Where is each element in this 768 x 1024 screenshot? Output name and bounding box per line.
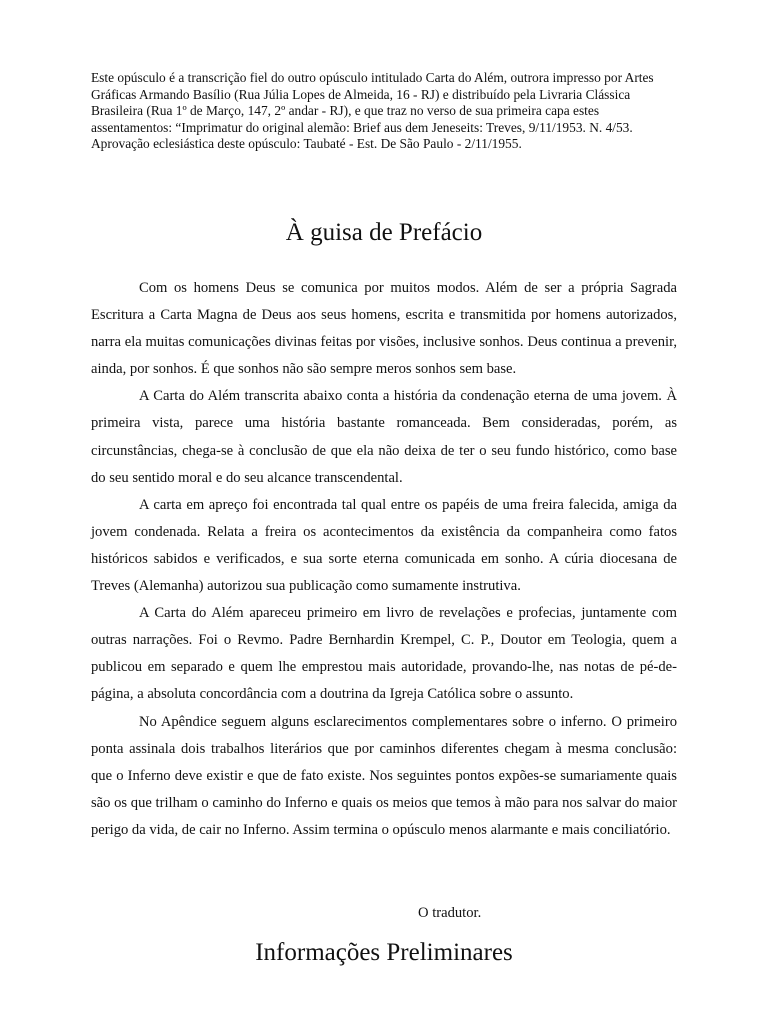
preface-paragraph-2: A Carta do Além transcrita abaixo conta a história da condenação eterna de uma jovem. À primeira vista, parece uma história bastante romanceada. Bem consideradas, porém, as circunstâncias, chega-se à conclusão de que ela não deixa de ter o seu fundo histórico, como base do seu sentido moral e do seu alcance transcendental.: [91, 388, 677, 486]
preface-paragraph-3: A carta em apreço foi encontrada tal qual entre os papéis de uma freira falecida, amiga da jovem condenada. Relata a freira os acontecimentos da existência da companheira como fatos históricos sabidos e verificados, e sua sorte eterna comunicada em sonho. A cúria diocesana de Treves (Alemanha) autorizou sua publicação como sumamente instrutiva.: [91, 496, 677, 595]
preface-body: [91, 275, 677, 844]
translator-signature: O tradutor.: [418, 905, 482, 921]
transcription-note: Este opúsculo é a transcrição fiel do outro opúsculo intitulado Carta do Além, outrora impresso por Artes Gráficas Armando Basílio (Rua Júlia Lopes de Almeida, 16 - RJ) e distribuído pela Livraria Clássica Brasileira (Rua 1º de Março, 147, 2º andar - RJ), e que traz no verso de sua primeira capa estes assentamentos: “Imprimatur do original alemão: Brief aus dem Jeneseits: Treves, 9/11/1953. N. 4/53. Aprovação eclesiástica deste opúsculo: Taubaté - Est. De São Paulo - 2/11/1955.: [91, 70, 654, 152]
preface-title: À guisa de Prefácio: [285, 219, 483, 246]
preface-paragraph-5: No Apêndice seguem alguns esclarecimentos complementares sobre o inferno. O primeiro ponta assinala dois trabalhos literários que por caminhos diferentes chegam à mesma conclusão: que o Inferno deve existir e que de fato existe. Nos seguintes pontos expões-se sumariamente quais são os que trilham o caminho do Inferno e quais os meios que temos à mão para nos salvar do maior perigo da vida, de cair no Inferno. Assim termina o opúsculo menos alarmante e mais conciliatório.: [91, 713, 677, 838]
document-page: [91, 70, 677, 966]
section-title-informacoes: Informações Preliminares: [255, 939, 513, 966]
preface-paragraph-4: A Carta do Além apareceu primeiro em livro de revelações e profecias, juntamente com outras narrações. Foi o Revmo. Padre Bernhardin Krempel, C. P., Doutor em Teologia, quem a publicou em separado e quem lhe emprestou mais autoridade, provando-lhe, nas notas de pé-de-página, a absoluta concordância com a doutrina da Igreja Católica sobre o assunto.: [91, 605, 677, 703]
preface-paragraph-1: Com os homens Deus se comunica por muitos modos. Além de ser a própria Sagrada Escritura a Carta Magna de Deus aos seus homens, escrita e transmitida por homens autorizados, narra ela muitas comunicações divinas feitas por visões, inclusive sonhos. Deus continua a prevenir, ainda, por sonhos. É que sonhos não são sempre meros sonhos sem base.: [91, 280, 677, 378]
